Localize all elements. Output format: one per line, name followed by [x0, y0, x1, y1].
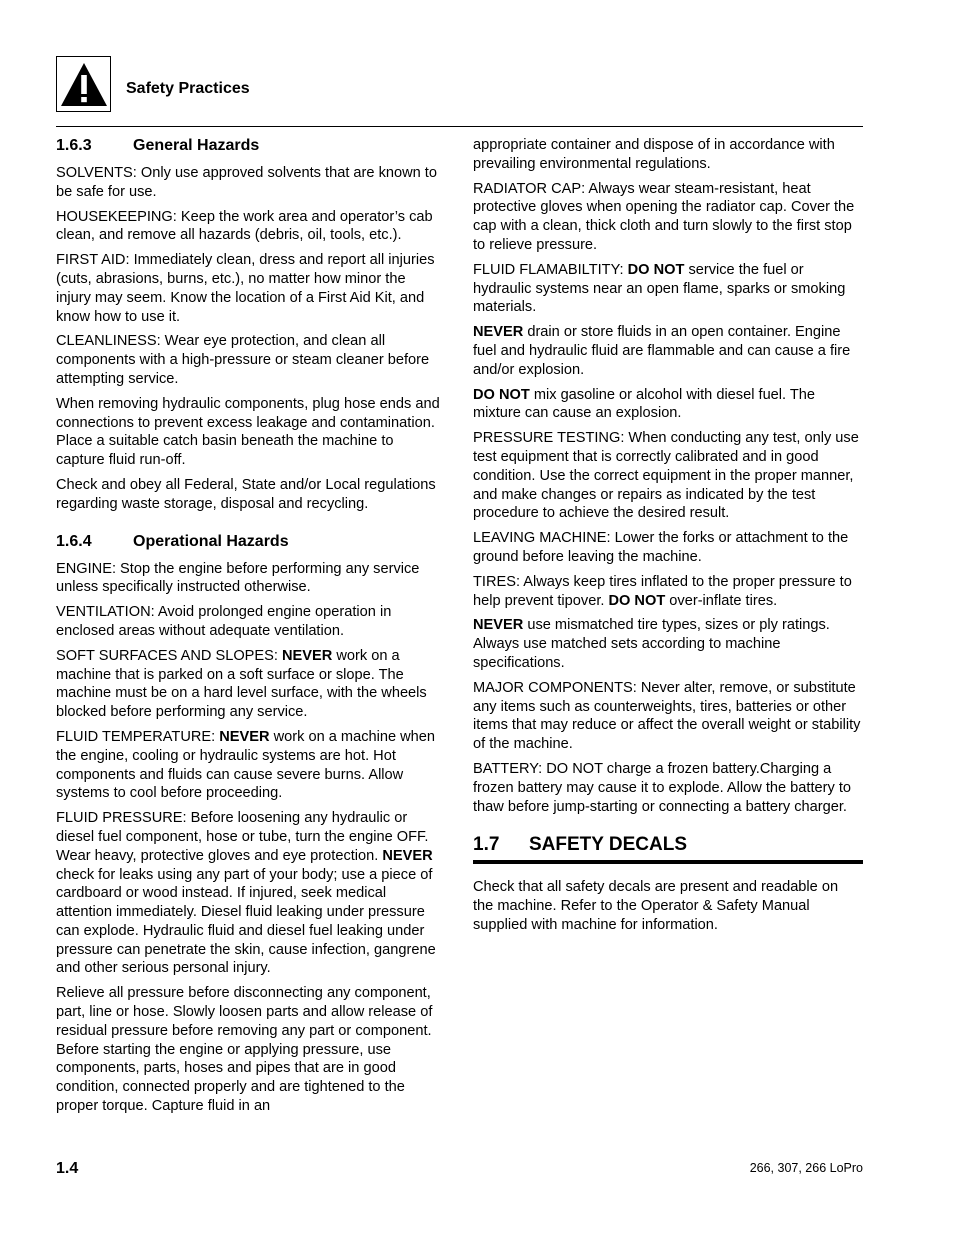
right-column	[473, 136, 861, 941]
paragraph-mismatched-tires: NEVER use mismatched tire types, sizes or ply ratings. Always use matched sets according to machine specifications.	[473, 617, 830, 671]
paragraph-cleanliness: CLEANLINESS: Wear eye protection, and clean all components with a high-pressure or steam cleaner before attempting service.	[56, 333, 430, 387]
paragraph-first-aid: FIRST AID: Immediately clean, dress and report all injuries (cuts, abrasions, burns, etc.), no matter how minor the injury may seem. Know the location of a First Aid Kit, and know how to use it.	[56, 252, 435, 325]
model-numbers: 266, 307, 266 LoPro	[749, 1161, 863, 1175]
paragraph-leaving-machine: LEAVING MACHINE: Lower the forks or attachment to the ground before leaving the machine.	[473, 530, 849, 565]
paragraph-radiator-cap: RADIATOR CAP: Always wear steam-resistant, heat protective gloves when opening the radiator cap. Cover the cap with a clean, thick cloth and turn slowly to the first stop to relieve pressure.	[473, 180, 855, 253]
section-rule	[473, 860, 863, 864]
paragraph-solvents: SOLVENTS: Only use approved solvents that are known to be safe for use.	[56, 165, 437, 200]
paragraph-pressure-testing: PRESSURE TESTING: When conducting any test, only use test equipment that is correctly calibrated and in good condition. Use the correct equipment in the proper manner, and make changes or repairs as indicated by the test procedure to achieve the desired result.	[473, 430, 859, 522]
header-divider	[56, 126, 863, 127]
paragraph-soft-surfaces: SOFT SURFACES AND SLOPES: NEVER work on a machine that is parked on a soft surface or slope. The machine must be on a hard level surface, with the wheels blocked before performing any service.	[56, 647, 427, 721]
paragraph-hydraulic-removal: When removing hydraulic components, plug hose ends and connections to prevent excess leakage and contamination. Place a suitable catch basin beneath the machine to capture fluid run-off.	[56, 395, 440, 469]
section-heading-1-6-3: 1.6.3 General Hazards	[56, 137, 260, 154]
paragraph-tires: TIRES: Always keep tires inflated to the proper pressure to help prevent tipover. DO NOT over-inflate tires.	[473, 573, 852, 609]
paragraph-major-components: MAJOR COMPONENTS: Never alter, remove, or substitute any items such as counterweights, tires, batteries or other items that may reduce or affect the overall weight or stability of the machine.	[473, 679, 861, 753]
paragraph-safety-decals: Check that all safety decals are present and readable on the machine. Refer to the Operator & Safety Manual supplied with machine for information.	[473, 879, 839, 933]
page-number: 1.4	[56, 1160, 79, 1177]
paragraph-housekeeping: HOUSEKEEPING: Keep the work area and operator’s cab clean, and remove all hazards (debris, oil, tools, etc.).	[56, 208, 433, 244]
paragraph-never-drain: NEVER drain or store fluids in an open container. Engine fuel and hydraulic fluid are flammable and can cause a fire and/or explosion.	[473, 324, 851, 378]
paragraph-fluid-pressure: FLUID PRESSURE: Before loosening any hydraulic or diesel fuel component, hose or tube, turn the engine OFF. Wear heavy, protective gloves and eye protection. NEVER check for leaks using any part of your body; use a piece of cardboard or wood instead. If injured, seek medical attention immediately. Diesel fluid leaking under pressure can explode. Hydraulic fluid and diesel fuel leaking under pressure can penetrate the skin, cause infection, gangrene and other serious personal injury.	[56, 810, 436, 977]
header-icon-box	[56, 56, 111, 112]
paragraph-regulations: Check and obey all Federal, State and/or Local regulations regarding waste storage, disposal and recycling.	[56, 476, 436, 512]
page-header-title: Safety Practices	[126, 80, 250, 97]
paragraph-engine: ENGINE: Stop the engine before performing any service unless specifically instructed otherwise.	[56, 560, 420, 596]
paragraph-ventilation: VENTILATION: Avoid prolonged engine operation in enclosed areas without adequate ventilation.	[56, 604, 392, 639]
paragraph-fluid-temperature: FLUID TEMPERATURE: NEVER work on a machine when the engine, cooling or hydraulic systems are hot. Hot components and fluids can cause severe burns. Allow systems to cool before proceeding.	[56, 728, 436, 802]
section-heading-1-6-4: 1.6.4 Operational Hazards	[56, 532, 289, 550]
paragraph-relieve-pressure: Relieve all pressure before disconnecting any component, part, line or hose. Slowly loosen parts and allow release of residual pressure before removing any part or component. Before starting the engine or applying pressure, use components, parts, hoses and pipes that are in good condition, connected properly and are tightened to the proper torque. Capture fluid in an	[56, 985, 433, 1115]
paragraph-battery: BATTERY: DO NOT charge a frozen battery.Charging a frozen battery may cause it to explode. Allow the battery to thaw before jump-starting or connecting a battery charger.	[473, 760, 852, 815]
paragraph-disposal-cont: appropriate container and dispose of in accordance with prevailing environmental regulations.	[473, 137, 835, 172]
paragraph-do-not-mix: DO NOT mix gasoline or alcohol with diesel fuel. The mixture can cause an explosion.	[473, 386, 816, 422]
warning-triangle-icon	[59, 61, 109, 109]
paragraph-fluid-flammability: FLUID FLAMABILTITY: DO NOT service the fuel or hydraulic systems near an open flame, sparks or smoking materials.	[473, 261, 846, 316]
left-column	[56, 136, 444, 1122]
section-heading-1-7: 1.7 SAFETY DECALS	[473, 834, 688, 856]
